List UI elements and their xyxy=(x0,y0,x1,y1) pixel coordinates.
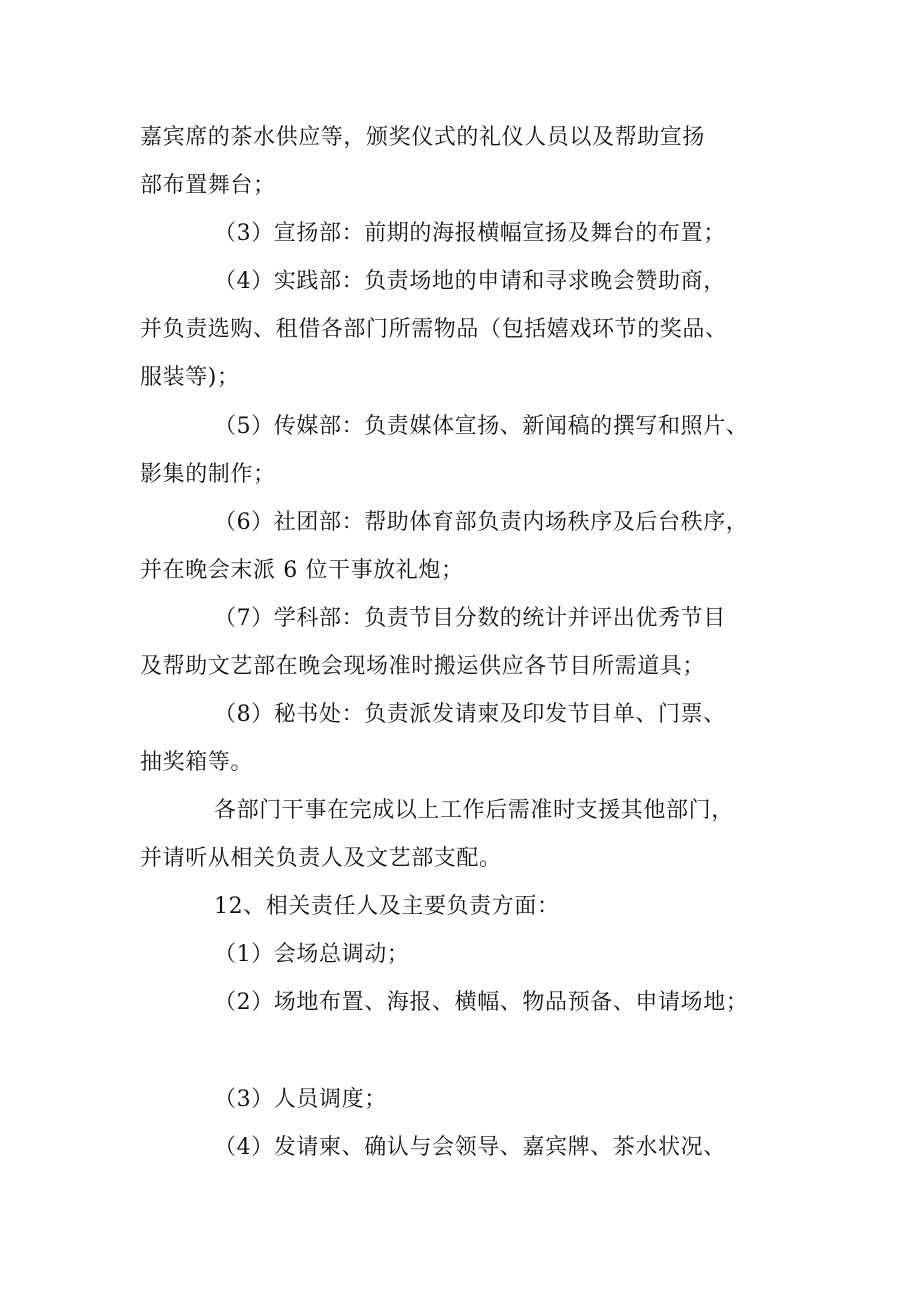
text-line: （2）场地布置、海报、横幅、物品预备、申请场地； xyxy=(214,990,749,1015)
text-line: （8）秘书处：负责派发请柬及印发节目单、门票、 xyxy=(214,702,726,727)
text-line: 及帮助文艺部在晚会现场准时搬运供应各节目所需道具； xyxy=(140,654,706,679)
text-line: 并请听从相关负责人及文艺部支配。 xyxy=(140,846,502,871)
text-line: （7）学科部：负责节目分数的统计并评出优秀节目 xyxy=(214,606,726,631)
text-line: 各部门干事在完成以上工作后需准时支援其他部门， xyxy=(214,798,734,823)
text-line: 并在晚会末派 6 位干事放礼炮； xyxy=(140,558,464,583)
text-line: （3）宣扬部：前期的海报横幅宣扬及舞台的布置； xyxy=(214,221,726,246)
text-line: 12、相关责任人及主要负责方面： xyxy=(214,894,560,919)
text-line: 部布置舞台； xyxy=(140,173,276,198)
text-line: （1）会场总调动； xyxy=(214,942,410,967)
text-line: 抽奖箱等。 xyxy=(140,750,254,775)
text-line: 并负责选购、租借各部门所需物品（包括嬉戏环节的奖品、 xyxy=(140,317,728,342)
text-line: （4）实践部：负责场地的申请和寻求晚会赞助商， xyxy=(214,269,726,294)
text-line: （3）人员调度； xyxy=(214,1087,387,1112)
text-line: 服装等)； xyxy=(140,365,240,390)
text-line: （6）社团部：帮助体育部负责内场秩序及后台秩序， xyxy=(214,510,749,535)
text-line: （5）传媒部：负责媒体宣扬、新闻稿的撰写和照片、 xyxy=(214,414,749,439)
text-line: 嘉宾席的茶水供应等，颁奖仪式的礼仪人员以及帮助宣扬 xyxy=(140,125,706,150)
text-line: （4）发请柬、确认与会领导、嘉宾牌、茶水状况、 xyxy=(214,1135,726,1160)
text-line: 影集的制作； xyxy=(140,462,276,487)
